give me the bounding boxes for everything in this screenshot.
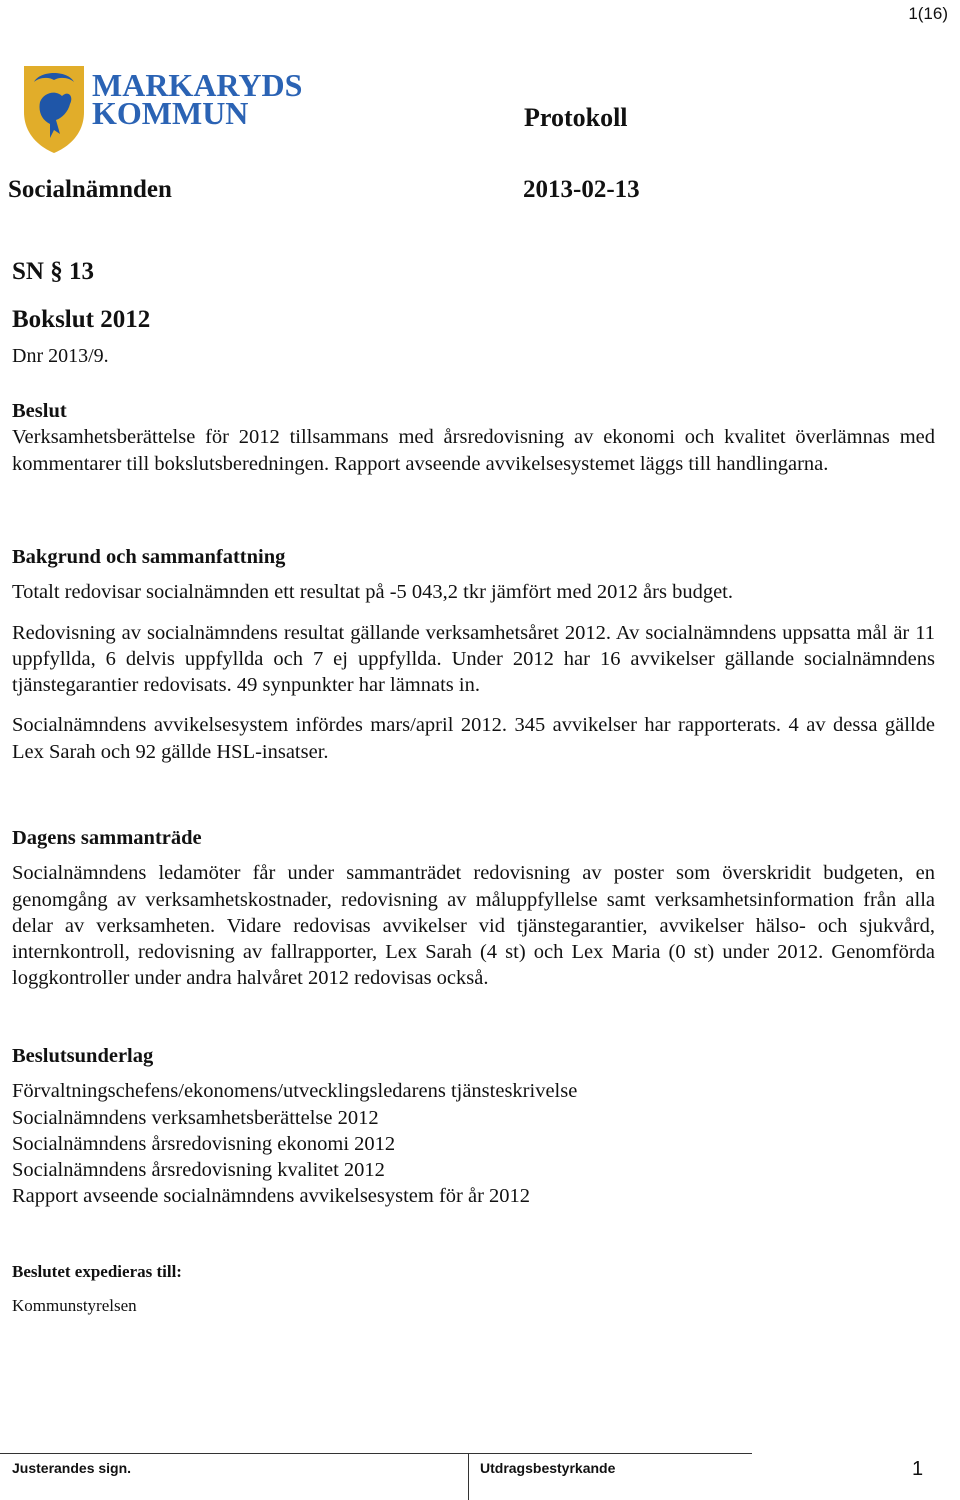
page-counter: 1(16): [908, 4, 948, 23]
background-paragraph: Totalt redovisar socialnämnden ett resultat på -5 043,2 tkr jämfört med 2012 års budget.: [12, 581, 733, 604]
section-background: [12, 544, 935, 765]
footer-signature-label: Justerandes sign.: [12, 1460, 132, 1476]
list-item: Socialnämndens verksamhetsberättelse 2012: [12, 1106, 379, 1129]
case-number: Dnr 2013/9.: [12, 345, 109, 367]
background-paragraph: Socialnämndens avvikelsesystem infördes mars/april 2012. 345 avvikelser har rapporterats. 4 av dessa gällde Lex Sarah och 92 gällde HSL-insatser.: [12, 714, 935, 763]
distribution-recipient: Kommunstyrelsen: [12, 1296, 137, 1315]
meeting-date: 2013-02-13: [523, 176, 640, 203]
list-item: Socialnämndens årsredovisning kvalitet 2012: [12, 1159, 385, 1182]
distribution-heading: Beslutet expedieras till:: [12, 1262, 182, 1281]
decision-text: Verksamhetsberättelse för 2012 tillsammans med årsredovisning av ekonomi och kvalitet överlämnas med kommentarer till bokslutsberedningen. Rapport avseende avvikelsesystemet läggs till handlingarna.: [12, 426, 935, 475]
section-heading: Bakgrund och sammanfattning: [12, 546, 286, 568]
section-beslut: [12, 398, 935, 477]
municipality-logo: [22, 62, 312, 154]
section-heading: Beslut: [12, 400, 67, 422]
case-title: Bokslut 2012: [12, 306, 151, 333]
committee-name: Socialnämnden: [8, 176, 172, 203]
paragraph-number: SN § 13: [12, 258, 94, 285]
logo-text-line1: MARKARYDS: [92, 67, 303, 103]
section-decision-basis: [12, 1043, 935, 1210]
meeting-paragraph: Socialnämndens ledamöter får under sammanträdet redovisning av poster som överskridit budgeten, en genomgång av verksamhetskostnader, redovisning av måluppfyllelse samt verksamhetsinformation från alla delar av verksamheten. Vidare redovisas avvikelser vid tjänstegarantier, avvikelser hälso- och sjukvård, internkontroll, redovisning av fallrapporter, Lex Sarah (4 st) och Lex Maria (0 st) under 2012. Genomförda loggkontroller under andra halvåret 2012 redovisas också.: [12, 862, 935, 990]
list-item: Rapport avseende socialnämndens avvikelsesystem för år 2012: [12, 1185, 531, 1208]
document-type: Protokoll: [524, 103, 628, 132]
list-item: Socialnämndens årsredovisning ekonomi 2012: [12, 1132, 396, 1155]
footer-page-number: 1: [912, 1458, 924, 1480]
background-paragraph: Redovisning av socialnämndens resultat gällande verksamhetsåret 2012. Av socialnämndens uppsatta mål är 11 uppfyllda, 6 delvis uppfyllda och 7 ej uppfyllda. Under 2012 har 16 avvikelser gällande socialnämndens tjänstegarantier redovisats. 49 synpunkter har lämnats in.: [12, 621, 935, 697]
footer-divider-line: [0, 1453, 752, 1454]
list-item: Förvaltningschefens/ekonomens/utvecklingsledarens tjänsteskrivelse: [12, 1080, 578, 1103]
footer-column-divider: [468, 1453, 469, 1500]
section-todays-meeting: [12, 825, 935, 992]
section-heading: Beslutsunderlag: [12, 1045, 154, 1067]
logo-text-line2: KOMMUN: [92, 95, 249, 131]
section-heading: Dagens sammanträde: [12, 827, 202, 849]
footer-certification-label: Utdragsbestyrkande: [480, 1460, 616, 1476]
